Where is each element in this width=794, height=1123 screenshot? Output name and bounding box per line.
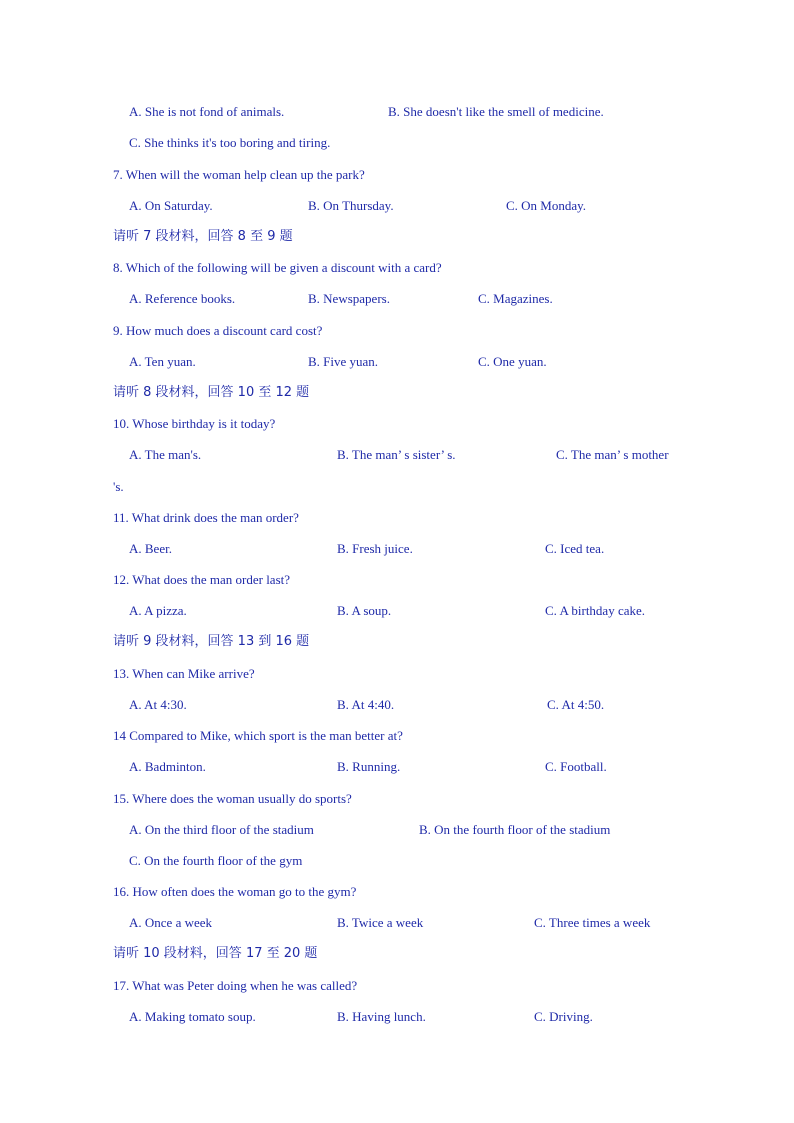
q8-option-b: B. Newspapers.	[308, 291, 390, 306]
question-11: 11. What drink does the man order?	[113, 510, 299, 525]
q13-option-b: B. At 4:40.	[337, 697, 395, 712]
question-12: 12. What does the man order last?	[113, 572, 291, 587]
q17-option-c: C. Driving.	[534, 1009, 593, 1024]
q12-option-b: B. A soup.	[337, 603, 392, 618]
q9-option-c: C. One yuan.	[478, 354, 547, 369]
section-heading-10: 请听 10 段材料，回答 17 至 20 题	[113, 946, 318, 961]
question-8: 8. Which of the following will be given a discount with a card?	[113, 260, 442, 275]
q16-option-b: B. Twice a week	[337, 915, 424, 930]
q10-option-c: C. The man’ s mother	[556, 447, 669, 462]
q8-option-a: A. Reference books.	[129, 291, 236, 306]
q11-option-b: B. Fresh juice.	[337, 541, 413, 556]
section-heading-9: 请听 9 段材料，回答 13 到 16 题	[113, 634, 310, 649]
q6-option-c: C. She thinks it's too boring and tiring.	[129, 135, 331, 150]
q14-option-c: C. Football.	[545, 759, 607, 774]
q11-option-a: A. Beer.	[129, 541, 172, 556]
q8-option-c: C. Magazines.	[478, 291, 553, 306]
q14-option-a: A. Badminton.	[129, 759, 206, 774]
q9-option-b: B. Five yuan.	[308, 354, 379, 369]
q17-option-b: B. Having lunch.	[337, 1009, 426, 1024]
q7-option-b: B. On Thursday.	[308, 198, 394, 213]
q12-option-a: A. A pizza.	[129, 603, 187, 618]
question-10: 10. Whose birthday is it today?	[113, 416, 276, 431]
q17-option-a: A. Making tomato soup.	[129, 1009, 256, 1024]
q16-option-c: C. Three times a week	[534, 915, 651, 930]
question-7: 7. When will the woman help clean up the park?	[113, 167, 365, 182]
section-heading-7: 请听 7 段材料，回答 8 至 9 题	[113, 229, 293, 244]
q15-option-a: A. On the third floor of the stadium	[129, 822, 314, 837]
question-16: 16. How often does the woman go to the gym?	[113, 884, 357, 899]
q11-option-c: C. Iced tea.	[545, 541, 605, 556]
q7-option-a: A. On Saturday.	[129, 198, 213, 213]
q10-option-b: B. The man’ s sister’ s.	[337, 447, 456, 462]
question-13: 13. When can Mike arrive?	[113, 666, 255, 681]
q13-option-c: C. At 4:50.	[547, 697, 605, 712]
q15-option-c: C. On the fourth floor of the gym	[129, 853, 303, 868]
q7-option-c: C. On Monday.	[506, 198, 587, 213]
q6-option-b: B. She doesn't like the smell of medicine.	[388, 104, 604, 119]
q14-option-b: B. Running.	[337, 759, 401, 774]
q15-option-b: B. On the fourth floor of the stadium	[419, 822, 611, 837]
q16-option-a: A. Once a week	[129, 915, 213, 930]
section-heading-8: 请听 8 段材料，回答 10 至 12 题	[113, 385, 310, 400]
question-14: 14 Compared to Mike, which sport is the man better at?	[113, 728, 403, 743]
q6-option-a: A. She is not fond of animals.	[129, 104, 285, 119]
question-15: 15. Where does the woman usually do sports?	[113, 791, 352, 806]
q9-option-a: A. Ten yuan.	[129, 354, 196, 369]
q12-option-c: C. A birthday cake.	[545, 603, 646, 618]
q10-option-c-continued: 's.	[113, 479, 124, 494]
question-9: 9. How much does a discount card cost?	[113, 323, 323, 338]
q13-option-a: A. At 4:30.	[129, 697, 187, 712]
question-17: 17. What was Peter doing when he was called?	[113, 978, 358, 993]
q10-option-a: A. The man's.	[129, 447, 202, 462]
